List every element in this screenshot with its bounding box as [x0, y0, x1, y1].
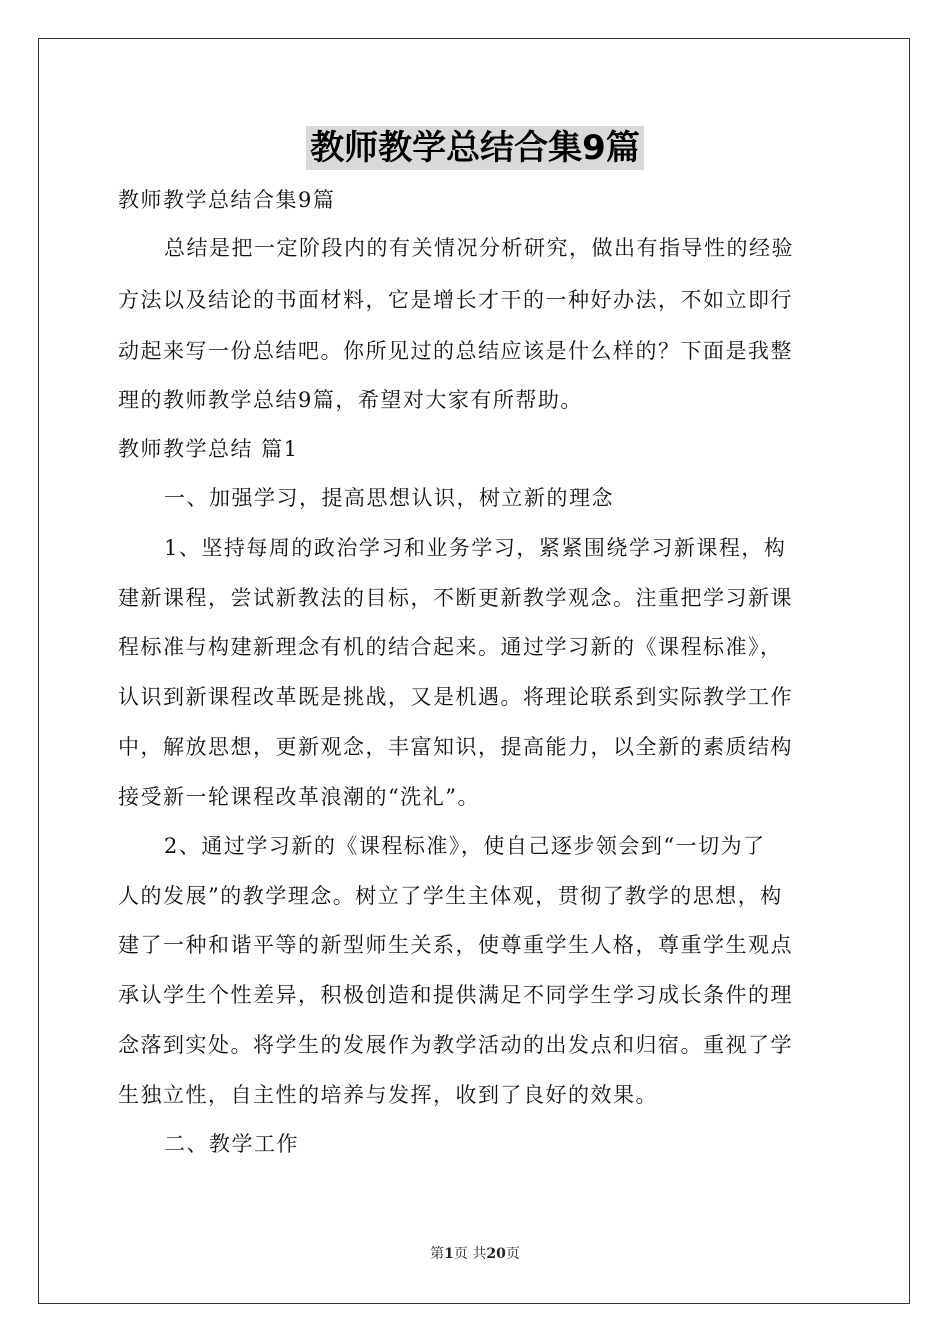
part-two-heading: 二、教学工作 [164, 1132, 299, 1156]
para2-line: 2、通过学习新的《课程标准》，使自己逐步领会到“一切为了 [164, 834, 766, 858]
page-border [38, 38, 910, 1304]
para2-line: 人的发展”的教学理念。树立了学生主体观，贯彻了教学的思想，构 [118, 884, 783, 908]
para1-line: 1、坚持每周的政治学习和业务学习，紧紧围绕学习新课程，构 [164, 536, 787, 560]
page-total: 20 [486, 1246, 506, 1262]
para1-line: 建新课程，尝试新教法的目标，不断更新教学观念。注重把学习新课 [118, 586, 793, 610]
intro-line: 总结是把一定阶段内的有关情况分析研究，做出有指导性的经验 [164, 236, 794, 260]
para2-line: 念落到实处。将学生的发展作为教学活动的出发点和归宿。重视了学 [118, 1033, 793, 1057]
para2-line: 建了一种和谐平等的新型师生关系，使尊重学生人格，尊重学生观点 [118, 933, 793, 957]
title-block [0, 126, 950, 170]
part-one-heading: 一、加强学习，提高思想认识，树立新的理念 [164, 486, 614, 510]
para1-line: 认识到新课程改革既是挑战，又是机遇。将理论联系到实际教学工作 [118, 685, 793, 709]
document-title: 教师教学总结合集9篇 [306, 126, 644, 170]
page-prefix: 第 [430, 1246, 445, 1262]
section-heading: 教师教学总结 篇1 [118, 437, 299, 461]
para1-line: 中，解放思想，更新观念，丰富知识，提高能力，以全新的素质结构 [118, 735, 793, 759]
document-subtitle: 教师教学总结合集9篇 [118, 188, 336, 212]
para1-line: 程标准与构建新理念有机的结合起来。通过学习新的《课程标准》， [118, 635, 783, 659]
page-footer [0, 1244, 950, 1264]
page-suffix: 页 [505, 1246, 520, 1262]
para2-line: 承认学生个性差异，积极创造和提供满足不同学生学习成长条件的理 [118, 983, 793, 1007]
page-current: 1 [444, 1246, 454, 1262]
para2-line: 生独立性，自主性的培养与发挥，收到了良好的效果。 [118, 1083, 658, 1107]
para1-line: 接受新一轮课程改革浪潮的“洗礼”。 [118, 785, 480, 809]
page-mid: 页 共 [453, 1246, 487, 1262]
intro-line: 方法以及结论的书面材料，它是增长才干的一种好办法，不如立即行 [118, 288, 793, 312]
intro-line: 动起来写一份总结吧。你所见过的总结应该是什么样的？下面是我整 [118, 339, 793, 363]
intro-line: 理的教师教学总结9篇，希望对大家有所帮助。 [118, 388, 583, 412]
